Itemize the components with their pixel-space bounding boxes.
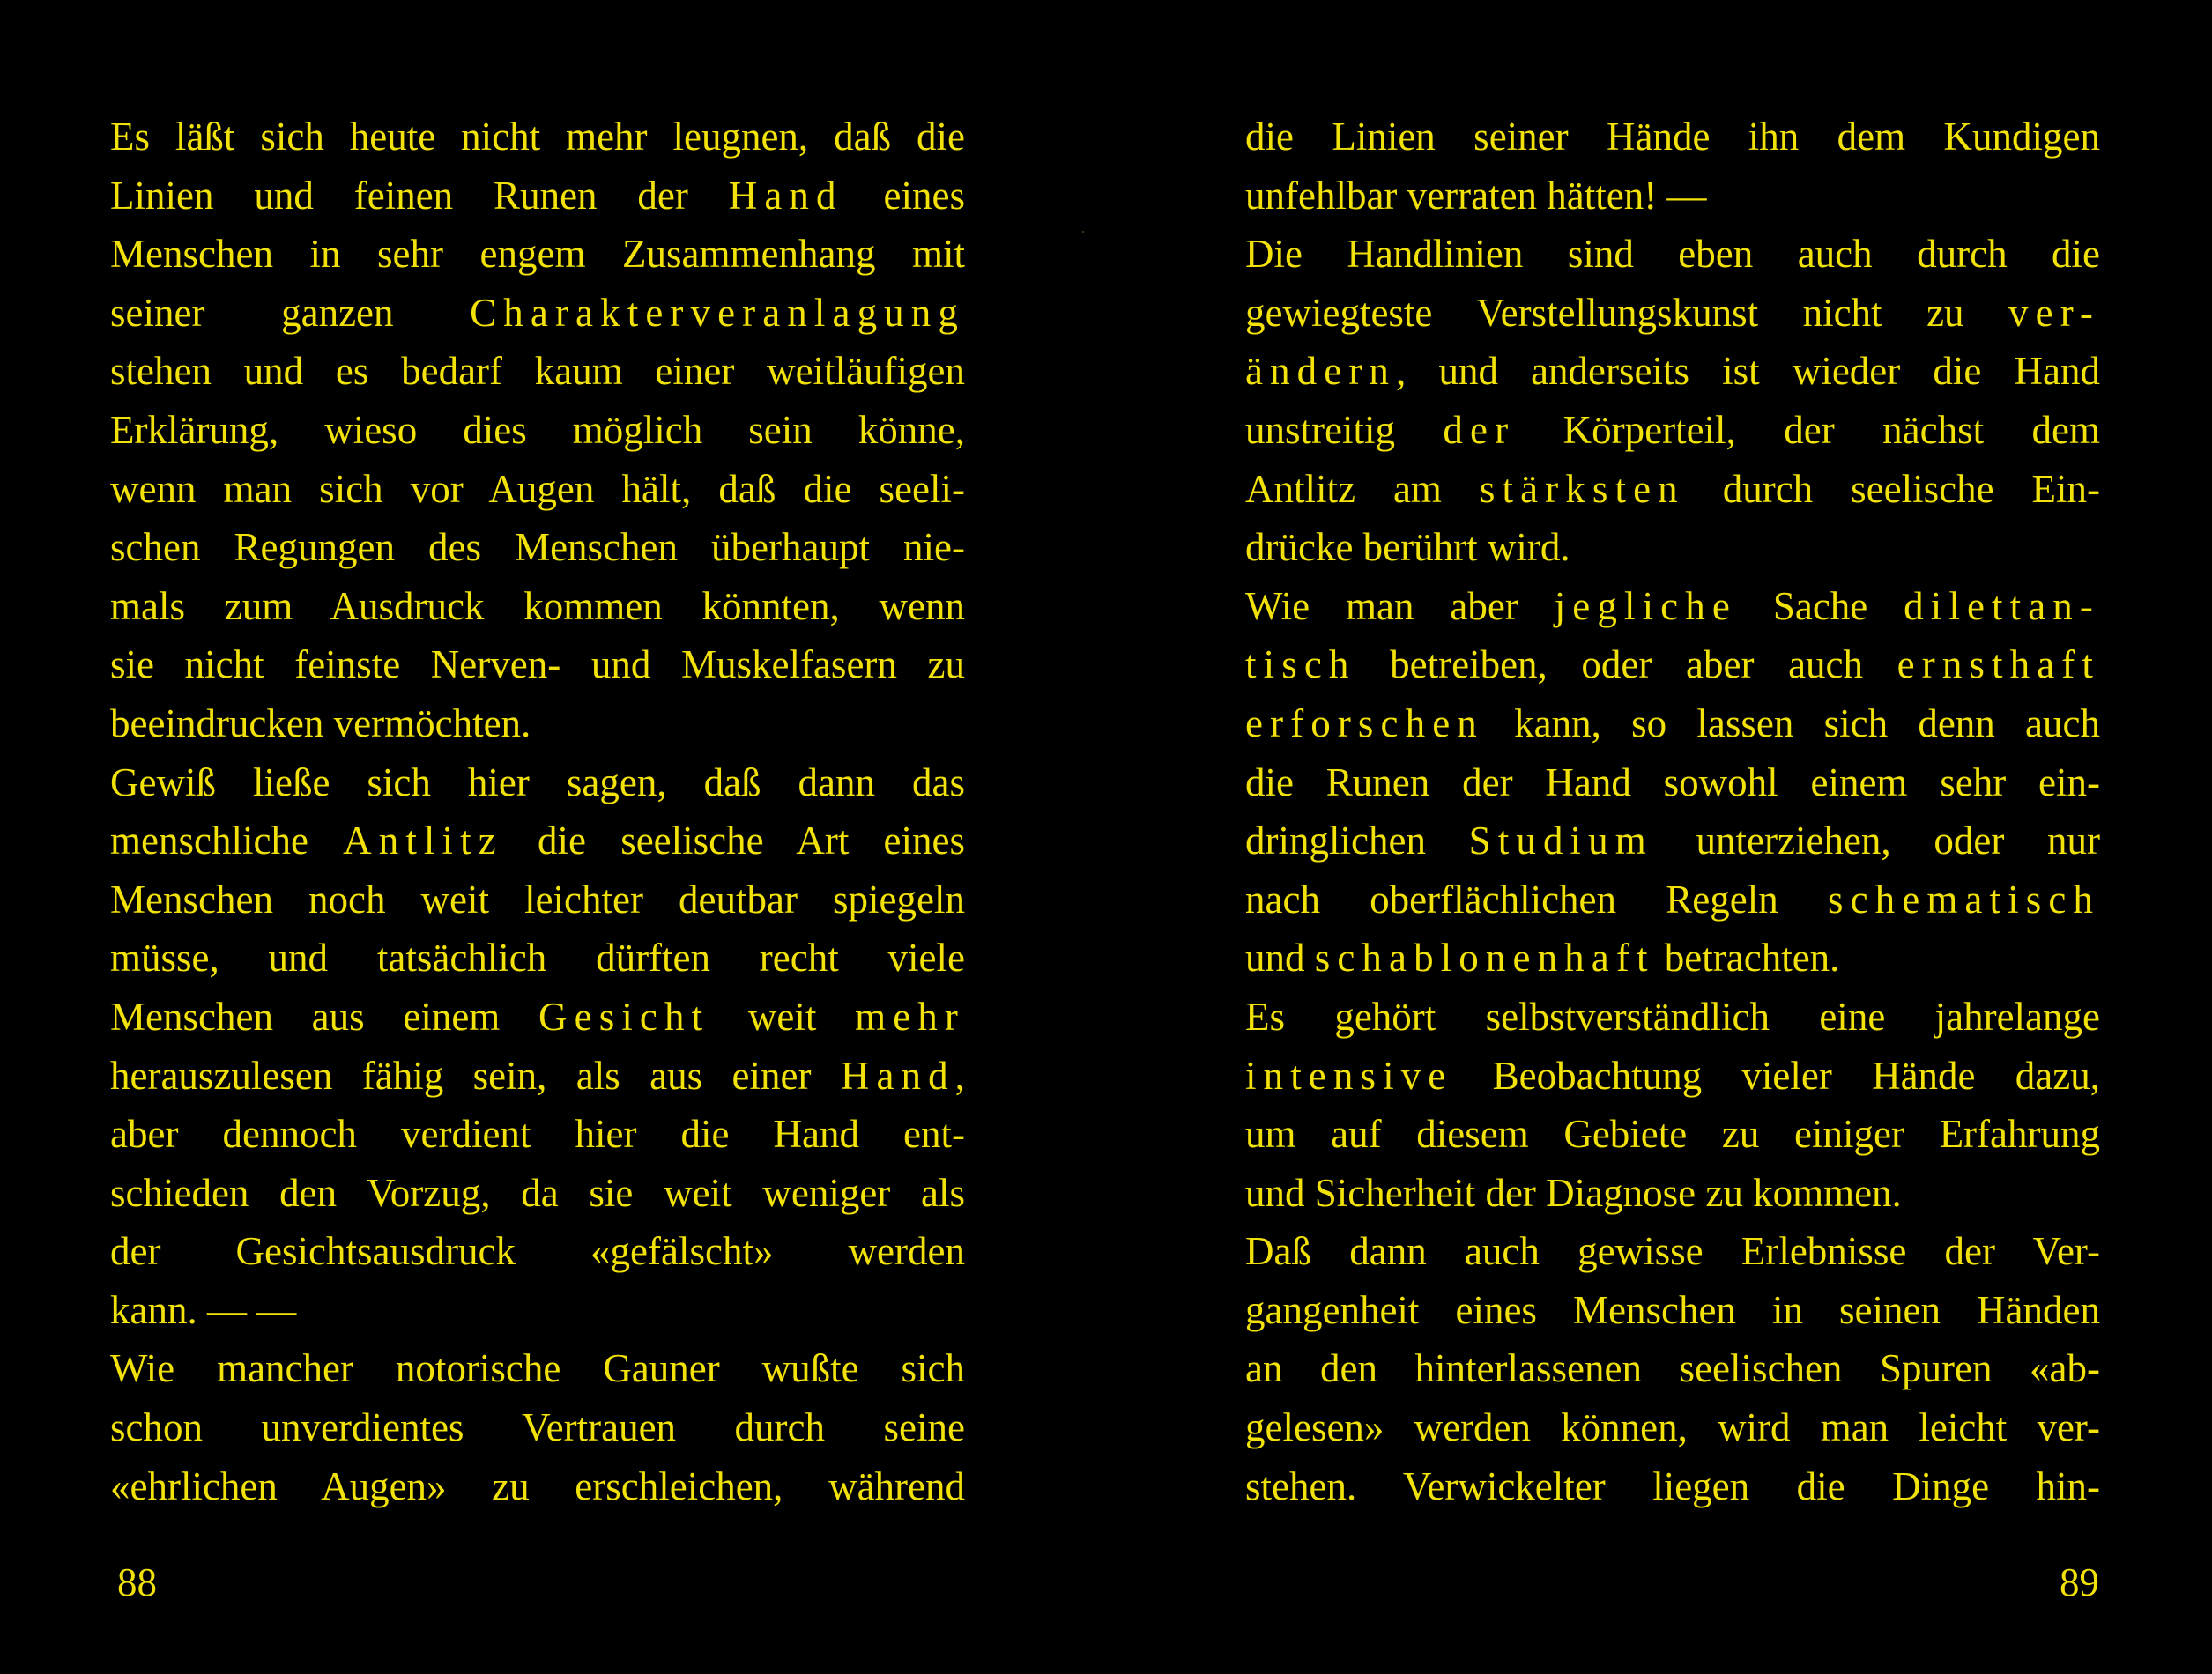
text-segment: gewiegteste Verstellungskunst nicht zu (1245, 290, 2009, 335)
text-line: Die Handlinien sind eben auch durch die (1245, 232, 2100, 277)
letterspaced-word: schematisch (1827, 877, 2100, 922)
letterspaced-word: ernsthaft (1897, 642, 2100, 687)
text-line (1245, 401, 2100, 460)
text-line (1245, 460, 2100, 519)
text-segment: Körperteil, der nächst dem (1515, 407, 2100, 452)
text-line: der Gesichtsausdruck «gefälscht» werden (110, 1229, 965, 1274)
text-line: an den hinterlassenen seelischen Spuren «ab- (1245, 1346, 2100, 1391)
text-line: drücke berührt wird. (1245, 525, 1570, 570)
text-segment: nach oberflächlichen Regeln (1245, 877, 1828, 922)
text-segment: dringlichen (1245, 818, 1469, 863)
letterspaced-word: Gesicht (538, 994, 710, 1039)
text-line (1245, 284, 2100, 343)
text-line: Daß dann auch gewisse Erlebnisse der Ver- (1245, 1229, 2100, 1274)
text-segment: und (1245, 936, 1315, 981)
text-line: Es läßt sich heute nicht mehr leugnen, daß die (110, 115, 965, 159)
left-page-text (110, 107, 965, 1515)
text-line (110, 1047, 965, 1106)
text-line (1245, 342, 2100, 401)
letterspaced-word: ver- (2008, 290, 2100, 335)
letterspaced-word: Hand (728, 173, 843, 218)
letterspaced-word: jegliche (1554, 583, 1737, 628)
letterspaced-word: Antlitz (343, 818, 503, 863)
letterspaced-word: Studium (1468, 818, 1653, 863)
letterspaced-word: der (1443, 407, 1516, 452)
text-line: Es gehört selbstverständlich eine jahrelange (1245, 994, 2100, 1039)
text-segment: kann, so lassen sich denn auch (1483, 700, 2100, 745)
letterspaced-word: tisch (1245, 642, 1356, 687)
right-page (1093, 0, 2212, 1674)
text-segment: die seelische Art eines (502, 818, 965, 863)
text-line (1245, 694, 2100, 753)
text-segment: unterziehen, oder nur (1652, 818, 2100, 863)
letterspaced-word: ändern (1245, 349, 1397, 394)
letterspaced-word: dilettan- (1904, 583, 2100, 628)
text-line: sie nicht feinste Nerven- und Muskelfasern zu (110, 642, 965, 687)
right-page-number: 89 (2060, 1560, 2099, 1604)
letterspaced-word: mehr (855, 994, 965, 1039)
text-line: die Linien seiner Hände ihn dem Kundigen (1245, 115, 2100, 159)
letterspaced-word: intensive (1245, 1053, 1453, 1098)
text-line: kann. — — (110, 1287, 297, 1332)
text-segment: herauszulesen fähig sein, als aus einer (110, 1053, 841, 1098)
letterspaced-word: schablonenhaft (1314, 936, 1655, 981)
text-line: Menschen noch weit leichter deutbar spiegeln (110, 877, 965, 922)
letterspaced-word: Hand (840, 1053, 955, 1098)
text-line: stehen. Verwickelter liegen die Dinge hin- (1245, 1463, 2100, 1508)
text-line: Menschen in sehr engem Zusammenhang mit (110, 232, 965, 277)
letterspaced-word: stärksten (1479, 466, 1685, 511)
text-line (1245, 870, 2100, 930)
text-segment: Menschen aus einem (110, 994, 539, 1039)
text-segment: , und anderseits ist wieder die Hand (1396, 349, 2100, 394)
text-line: mals zum Ausdruck kommen könnten, wenn (110, 583, 965, 628)
text-line: aber dennoch verdient hier die Hand ent- (110, 1112, 965, 1157)
text-line (110, 811, 965, 870)
text-segment: unstreitig (1245, 407, 1444, 452)
text-line: beeindrucken vermöchten. (110, 700, 531, 745)
text-line (1245, 811, 2100, 870)
text-line (110, 167, 965, 226)
text-segment: durch seelische Ein- (1684, 466, 2100, 511)
text-line (1245, 1047, 2100, 1106)
text-segment: Antlitz am (1245, 466, 1480, 511)
text-segment: Linien und feinen Runen der (110, 173, 729, 218)
text-line (110, 284, 965, 343)
text-segment: eines (842, 173, 965, 218)
left-page (0, 0, 1093, 1674)
text-line (1245, 577, 2100, 636)
letterspaced-word: Charakterveranlagung (470, 290, 965, 335)
text-line: schen Regungen des Menschen überhaupt nie- (110, 525, 965, 570)
text-line: gelesen» werden können, wird man leicht ver- (1245, 1405, 2100, 1450)
text-line (1245, 635, 2100, 694)
text-line (1245, 929, 2100, 988)
text-line: müsse, und tatsächlich dürften recht viele (110, 936, 965, 981)
text-line: schon unverdientes Vertrauen durch seine (110, 1405, 965, 1450)
text-line: gangenheit eines Menschen in seinen Händen (1245, 1287, 2100, 1332)
text-segment: Beobachtung vieler Hände dazu, (1452, 1053, 2100, 1098)
left-page-number: 88 (117, 1560, 157, 1604)
text-segment: weit (709, 994, 856, 1039)
text-line: die Runen der Hand sowohl einem sehr ein- (1245, 759, 2100, 804)
text-segment: seiner ganzen (110, 290, 471, 335)
text-line: «ehrlichen Augen» zu erschleichen, während (110, 1463, 965, 1508)
text-line (110, 988, 965, 1047)
text-line: stehen und es bedarf kaum einer weitläufigen (110, 349, 965, 394)
letterspaced-word: erforschen (1245, 700, 1484, 745)
text-line: unfehlbar verraten hätten! — (1245, 173, 1707, 218)
text-line: Wie mancher notorische Gauner wußte sich (110, 1346, 965, 1391)
text-segment: betrachten. (1654, 936, 1840, 981)
gutter-mark (1082, 231, 1084, 233)
text-segment: menschliche (110, 818, 344, 863)
text-segment: , (954, 1053, 965, 1098)
right-page-text (1245, 107, 2100, 1515)
text-line: Gewiß ließe sich hier sagen, daß dann das (110, 759, 965, 804)
text-segment: betreiben, oder aber auch (1355, 642, 1897, 687)
text-line: um auf diesem Gebiete zu einiger Erfahrung (1245, 1112, 2100, 1157)
text-line: und Sicherheit der Diagnose zu kommen. (1245, 1170, 1902, 1215)
text-segment: Wie man aber (1245, 583, 1555, 628)
text-segment: Sache (1736, 583, 1904, 628)
text-line: wenn man sich vor Augen hält, daß die seeli- (110, 466, 965, 511)
text-line: Erklärung, wieso dies möglich sein könne, (110, 407, 965, 452)
text-line: schieden den Vorzug, da sie weit weniger als (110, 1170, 965, 1215)
